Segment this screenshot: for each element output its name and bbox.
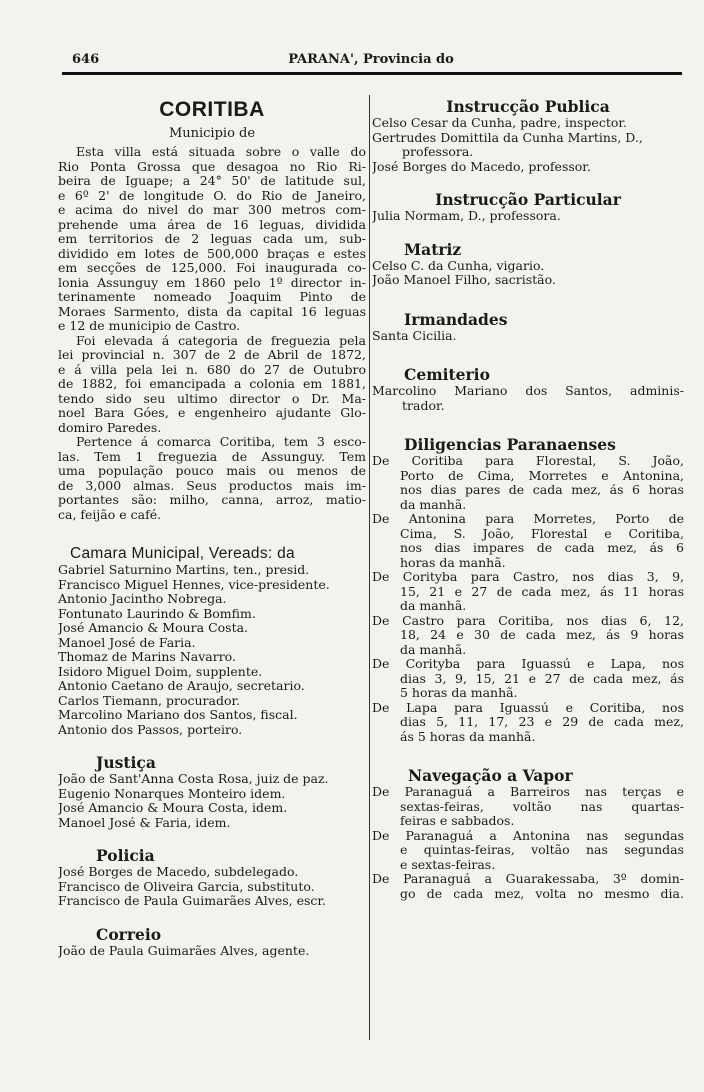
instruccao-particular-list (372, 209, 684, 224)
list-item: e quintas-feiras, voltão nas segundas (400, 843, 684, 857)
list-item: José Amancio & Moura Costa. (58, 621, 249, 635)
list-item: feiras e sabbados. (400, 814, 515, 828)
list-item: Francisco de Oliveira Garcia, substituto. (58, 879, 315, 894)
text-line: noel Bara Góes, e engenheiro ajudante Glo- (58, 406, 366, 420)
page-number: 646 (72, 52, 100, 67)
list-item: nos dias impares de cada mez, ás 6 (400, 541, 684, 555)
list-item: De Coritiba para Florestal, S. João, (372, 454, 684, 468)
diligencias-heading: Diligencias Paranaenses (404, 435, 616, 454)
text-line: dividido em lotes de 500,000 braças e estes (58, 246, 366, 261)
instruccao-particular-heading: Instrucção Particular (435, 190, 621, 209)
list-item: Carlos Tiemann, procurador. (58, 693, 241, 708)
text-line: Moraes Sarmento, dista da capital 16 leguas (58, 304, 366, 319)
text-line: Rio Ponta Grossa que desagoa no Rio Ri- (58, 159, 366, 174)
text-line: Pertence á comarca Coritiba, tem 3 esco- (76, 435, 366, 449)
list-item: De Paranaguá a Antonina nas segundas (372, 828, 684, 843)
list-item: Celso Cesar da Cunha, padre, inspector. (372, 116, 627, 130)
text-line: uma população pouco mais ou menos de (58, 464, 366, 478)
list-item: 5 horas da manhã. (400, 686, 518, 700)
list-item: Julia Normam, D., professora. (372, 209, 561, 223)
list-item: 15, 21 e 27 de cada mez, ás 11 horas (400, 584, 684, 599)
list-item: José Borges do Macedo, professor. (372, 159, 591, 174)
cemiterio-heading: Cemiterio (404, 365, 490, 384)
list-item: José Amancio & Moura Costa, idem. (58, 801, 288, 815)
list-item: Francisco Miguel Hennes, vice-presidente. (58, 577, 330, 592)
text-line: terinamente nomeado Joaquim Pinto de (58, 290, 366, 304)
irmandades-list (372, 329, 684, 344)
list-item: Manoel José de Faria. (58, 635, 196, 650)
list-item: professora. (402, 145, 474, 159)
list-item: De Corityba para Iguassú e Lapa, nos (372, 657, 684, 671)
correio-heading: Correio (96, 924, 162, 944)
list-item: sextas-feiras, voltão nas quartas- (400, 799, 684, 814)
right-column (372, 95, 684, 901)
text-line: prehende uma área de 16 leguas, dividida (58, 217, 366, 232)
instruccao-publica-heading: Instrucção Publica (446, 97, 610, 116)
correio-list (58, 944, 366, 959)
list-item: go de cada mez, volta no mesmo dia. (400, 886, 684, 901)
list-item: Gabriel Saturnino Martins, ten., presid. (58, 563, 310, 577)
list-item: Fontunato Laurindo & Bomfim. (58, 606, 256, 621)
list-item: Porto de Cima, Morretes e Antonina, (400, 468, 684, 483)
navegacao-list (372, 785, 684, 901)
text-line: lonia Assunguy em 1860 pelo 1º director in- (58, 275, 366, 290)
camara-heading: Camara Municipal, Vereads: da (70, 545, 295, 562)
list-item: nos dias pares de cada mez, ás 6 horas (400, 483, 684, 497)
list-item: Celso C. da Cunha, vigario. (372, 258, 545, 273)
text-line: e 12 de municipio de Castro. (58, 319, 241, 333)
section-title-coritiba: CORITIBA (159, 98, 265, 121)
list-item: Antonio Caetano de Araujo, secretario. (58, 679, 305, 693)
list-item: Antonio Jacintho Nobrega. (58, 592, 227, 606)
instruccao-publica-list (372, 116, 684, 174)
list-item: De Paranaguá a Barreiros nas terças e (372, 785, 684, 799)
text-line: Esta villa está situada sobre o valle do (76, 145, 366, 159)
text-line: de 1882, foi emancipada a colonia em 1881, (58, 377, 366, 391)
text-line: tendo sido seu ultimo director o Dr. Ma- (58, 391, 366, 406)
list-item: João Manoel Filho, sacristão. (372, 273, 556, 287)
text-line: ca, feijão e café. (58, 507, 162, 522)
text-line: e acima do nivel do mar 300 metros com- (58, 203, 366, 217)
list-item: Cima, S. João, Florestal e Coritiba, (400, 526, 684, 541)
list-item: dias 5, 11, 17, 23 e 29 de cada mez, (400, 715, 684, 729)
text-line: lei provincial n. 307 de 2 de Abril de 1872, (58, 348, 366, 362)
list-item: De Corityba para Castro, nos dias 3, 9, (372, 570, 684, 584)
text-line: beira de Iguape; a 24° 50' de latitude sul, (58, 174, 366, 188)
list-item: da manhã. (400, 642, 467, 657)
matriz-list (372, 259, 684, 288)
list-item: dias 3, 9, 15, 21 e 27 de cada mez, ás (400, 671, 684, 686)
running-header (62, 50, 680, 72)
text-line: em secções de 125,000. Foi inaugurada co- (58, 261, 366, 275)
diligencias-list (372, 454, 684, 744)
list-item: Santa Cicilia. (372, 328, 457, 343)
list-item: De Antonina para Morretes, Porto de (372, 512, 684, 526)
list-item: da manhã. (400, 497, 467, 512)
list-item: De Lapa para Iguassú e Coritiba, nos (372, 700, 684, 715)
list-item: Francisco de Paula Guimarães Alves, escr. (58, 894, 326, 908)
list-item: De Castro para Coritiba, nos dias 6, 12, (372, 613, 684, 628)
text-line: las. Tem 1 freguezia de Assunguy. Tem (58, 449, 366, 464)
list-item: e sextas-feiras. (400, 857, 496, 872)
list-item: Gertrudes Domittila da Cunha Martins, D., (372, 130, 643, 145)
justica-list (58, 772, 366, 830)
left-column (58, 95, 366, 958)
text-line: em territorios de 2 leguas cada um, sub- (58, 232, 366, 246)
policia-heading: Policia (96, 846, 155, 865)
policia-list (58, 865, 366, 909)
comarca-paragraph (58, 435, 366, 522)
justica-heading: Justiça (96, 753, 156, 772)
list-item: Manoel José & Faria, idem. (58, 815, 231, 830)
navegacao-heading: Navegação a Vapor (408, 766, 573, 785)
list-item: horas da manhã. (400, 555, 506, 570)
text-line: portantes são: milho, canna, arroz, matio- (58, 493, 366, 507)
list-item: 18, 24 e 30 de cada mez, ás 9 horas (400, 628, 684, 642)
list-item: Eugenio Nonarques Monteiro idem. (58, 786, 286, 801)
text-line: e 6º 2' de longitude O. do Rio de Janeiro, (58, 188, 366, 203)
list-item: Marcolino Mariano dos Santos, adminis- (372, 384, 684, 398)
list-item: Antonio dos Passos, porteiro. (58, 722, 243, 737)
running-title: PARANA', Provincia do (288, 52, 454, 67)
history-paragraph (58, 334, 366, 436)
list-item: Marcolino Mariano dos Santos, fiscal. (58, 708, 298, 722)
matriz-heading: Matriz (404, 239, 462, 259)
intro-paragraph (58, 145, 366, 334)
text-line: domiro Paredes. (58, 420, 162, 435)
text-line: Foi elevada á categoria de freguezia pela (76, 333, 366, 348)
cemiterio-list (372, 384, 684, 413)
list-item: José Borges de Macedo, subdelegado. (58, 865, 299, 879)
list-item: Thomaz de Marins Navarro. (58, 650, 236, 664)
list-item: ás 5 horas da manhã. (400, 729, 536, 744)
irmandades-heading: Irmandades (404, 309, 508, 329)
list-item: trador. (402, 398, 445, 413)
text-line: e á villa pela lei n. 680 do 27 de Outubro (58, 362, 366, 377)
list-item: da manhã. (400, 599, 467, 613)
column-divider (369, 95, 370, 1040)
list-item: João de Sant'Anna Costa Rosa, juiz de paz. (58, 772, 329, 786)
header-rule (62, 72, 682, 75)
list-item: De Paranaguá a Guarakessaba, 3º domin- (372, 872, 684, 886)
camara-list (58, 563, 366, 737)
section-subtitle: Municipio de (168, 126, 256, 141)
list-item: João de Paula Guimarães Alves, agente. (58, 943, 310, 958)
text-line: de 3,000 almas. Seus productos mais im- (58, 478, 366, 493)
list-item: Isidoro Miguel Doim, supplente. (58, 664, 263, 679)
